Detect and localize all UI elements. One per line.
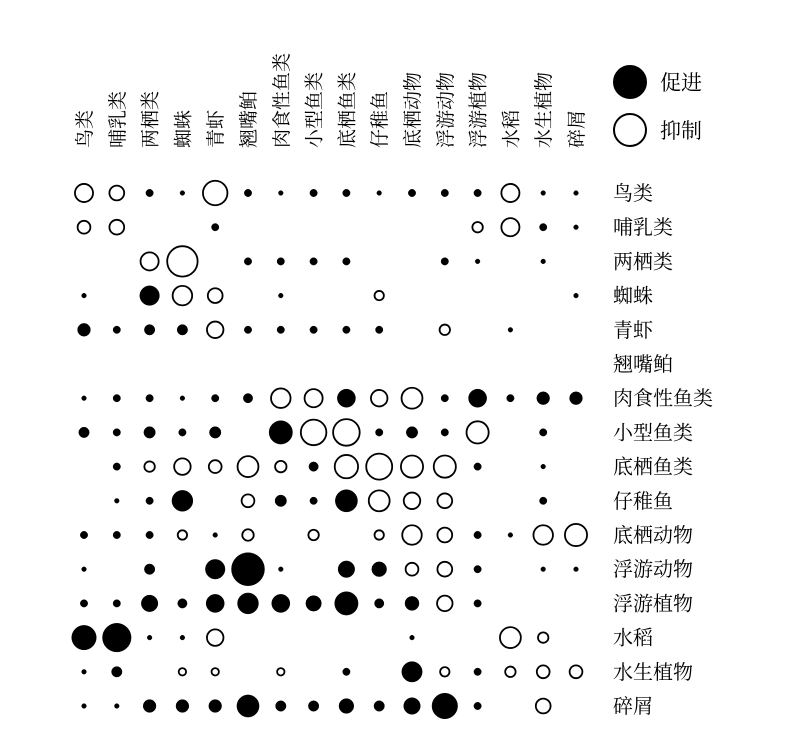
bubble-promote <box>244 326 251 333</box>
bubble-promote <box>113 531 120 538</box>
bubble-promote <box>269 421 292 444</box>
bubble-inhibit <box>366 454 392 480</box>
bubble-inhibit <box>301 420 327 446</box>
column-labels <box>74 53 588 148</box>
column-label: 青虾 <box>205 109 228 148</box>
column-label: 底栖动物 <box>402 71 424 148</box>
bubble-promote <box>277 258 284 265</box>
bubble-inhibit <box>207 322 224 339</box>
bubble-inhibit <box>375 291 384 300</box>
bubble-inhibit <box>501 218 519 236</box>
bubble-inhibit <box>109 186 124 201</box>
bubble-promote <box>238 593 259 614</box>
bubble-promote <box>80 531 87 538</box>
bubble-inhibit <box>78 221 91 234</box>
bubble-inhibit <box>401 456 423 478</box>
bubble-promote <box>209 700 222 713</box>
bubble-promote <box>140 286 160 306</box>
column-label: 蜘蛛 <box>172 109 195 148</box>
row-label: 翘嘴鲌 <box>613 352 673 376</box>
bubble-promote <box>205 559 225 579</box>
bubble-promote <box>541 567 546 572</box>
row-label: 底栖鱼类 <box>613 454 693 479</box>
bubble-inhibit <box>308 530 318 540</box>
bubble-inhibit <box>440 325 450 335</box>
column-label: 浮游植物 <box>467 71 490 148</box>
bubble-promote <box>310 189 317 196</box>
row-label: 浮游动物 <box>613 557 693 582</box>
bubble-inhibit <box>406 563 419 576</box>
column-label: 翘嘴鲌 <box>238 90 260 148</box>
bubble-promote <box>275 495 286 506</box>
bubble-promote <box>213 533 218 538</box>
bubble-promote <box>309 462 318 471</box>
bubble-inhibit <box>277 668 284 675</box>
bubble-promote <box>177 325 187 335</box>
row-label: 浮游植物 <box>613 591 693 616</box>
column-label: 两栖类 <box>139 90 162 148</box>
bubble-inhibit <box>371 390 388 407</box>
bubble-promote <box>103 623 132 652</box>
bubble-promote <box>146 497 153 504</box>
bubble-promote <box>343 189 350 196</box>
bubble-promote <box>72 625 96 649</box>
bubble-promote <box>144 564 154 574</box>
bubble-promote <box>113 600 120 607</box>
bubble-promote <box>570 392 583 405</box>
bubble-promote <box>474 668 481 675</box>
bubble-inhibit <box>179 668 186 675</box>
bubble-promote <box>405 596 419 610</box>
bubble-promote <box>79 427 89 437</box>
bubble-promote <box>112 667 122 677</box>
bubble-promote <box>537 392 550 405</box>
bubble-inhibit <box>404 493 421 510</box>
bubble-inhibit <box>208 288 223 303</box>
bubble-promote <box>574 567 579 572</box>
bubble-promote <box>540 497 547 504</box>
bubble-inhibit <box>212 668 219 675</box>
bubble-promote <box>541 464 546 469</box>
bubble-inhibit <box>437 528 452 543</box>
bubble-promote <box>474 702 481 709</box>
bubble-inhibit <box>501 184 519 202</box>
bubble-promote <box>278 567 283 572</box>
bubble-inhibit <box>505 667 515 677</box>
bubble-inhibit <box>271 388 291 408</box>
row-labels <box>613 181 713 718</box>
bubble-promote <box>372 562 387 577</box>
bubble-inhibit <box>275 461 286 472</box>
bubble-promote <box>406 427 417 438</box>
bubble-promote <box>375 599 384 608</box>
column-label: 浮游动物 <box>434 71 457 148</box>
column-label: 仔稚鱼 <box>369 90 392 148</box>
bubble-inhibit <box>207 629 224 646</box>
bubble-promote <box>180 635 185 640</box>
bubble-inhibit <box>440 667 449 676</box>
bubble-inhibit <box>375 530 384 539</box>
bubble-inhibit <box>402 388 423 409</box>
bubble-inhibit <box>178 530 187 539</box>
bubble-inhibit <box>335 455 358 478</box>
row-label: 蜘蛛 <box>613 283 653 308</box>
bubble-promote <box>114 498 119 503</box>
bubble-inhibit <box>174 458 191 475</box>
bubble-promote <box>339 699 354 714</box>
bubble-inhibit <box>437 562 452 577</box>
row-label: 碎屑 <box>613 694 653 718</box>
bubble-inhibit <box>536 699 551 714</box>
bubble-promote <box>310 497 317 504</box>
bubble-promote <box>508 327 513 332</box>
bubble-inhibit <box>209 460 222 473</box>
bubble-promote <box>343 258 350 265</box>
bubble-promote <box>474 189 481 196</box>
bubble-promote <box>374 701 384 711</box>
bubble-inhibit <box>305 389 323 407</box>
bubble-promote <box>113 326 120 333</box>
bubble-promote <box>212 395 219 402</box>
row-label: 小型鱼类 <box>613 420 693 445</box>
bubble-promote <box>408 189 415 196</box>
row-label: 青虾 <box>613 317 653 342</box>
bubble-inhibit <box>167 246 197 276</box>
bubble-promote <box>82 396 87 401</box>
bubble-promote <box>244 258 251 265</box>
bubble-grid <box>72 181 587 719</box>
bubble-promote <box>335 592 358 615</box>
bubble-promote <box>541 259 546 264</box>
bubble-promote <box>82 704 87 709</box>
bubble-promote <box>113 395 120 402</box>
bubble-inhibit <box>109 220 124 235</box>
bubble-promote <box>432 693 458 719</box>
legend-label: 抑制 <box>660 119 702 143</box>
column-label: 小型鱼类 <box>303 71 326 148</box>
row-label: 哺乳类 <box>613 215 673 240</box>
bubble-inhibit <box>242 494 255 507</box>
row-label: 两栖类 <box>613 249 673 274</box>
bubble-promote <box>146 189 153 196</box>
bubble-promote <box>144 427 155 438</box>
bubble-promote <box>243 394 252 403</box>
bubble-promote <box>176 700 189 713</box>
bubble-promote <box>278 191 283 196</box>
bubble-promote <box>310 258 317 265</box>
bubble-promote <box>474 600 481 607</box>
bubble-promote <box>82 567 87 572</box>
column-label: 水稻 <box>500 109 523 148</box>
bubble-promote <box>474 566 481 573</box>
bubble-inhibit <box>369 490 390 511</box>
column-label: 水生植物 <box>533 71 556 148</box>
bubble-promote <box>277 326 284 333</box>
bubble-inhibit <box>570 665 583 678</box>
bubble-promote <box>80 600 87 607</box>
bubble-promote <box>178 599 187 608</box>
bubble-inhibit <box>437 596 452 611</box>
bubble-promote <box>574 293 579 298</box>
bubble-inhibit <box>500 627 521 648</box>
bubble-inhibit <box>537 665 550 678</box>
bubble-inhibit <box>402 525 422 545</box>
bubble-promote <box>376 326 383 333</box>
legend-inhibit-marker <box>614 114 646 146</box>
bubble-promote <box>474 531 481 538</box>
bubble-inhibit <box>141 252 159 270</box>
legend-promote-marker <box>614 66 646 98</box>
bubble-promote <box>146 531 153 538</box>
bubble-promote <box>278 293 283 298</box>
bubble-inhibit <box>538 632 548 642</box>
row-label: 水稻 <box>613 625 653 650</box>
column-label: 鸟类 <box>74 109 96 148</box>
bubble-promote <box>540 224 547 231</box>
bubble-inhibit <box>467 421 489 443</box>
bubble-promote <box>180 396 185 401</box>
bubble-promote <box>377 191 382 196</box>
column-label: 哺乳类 <box>106 90 129 148</box>
legend <box>614 66 702 146</box>
bubble-promote <box>410 635 415 640</box>
bubble-promote <box>404 698 421 715</box>
bubble-inhibit <box>75 184 93 202</box>
bubble-promote <box>306 596 321 611</box>
bubble-promote <box>441 395 448 402</box>
bubble-promote <box>469 389 487 407</box>
bubble-inhibit <box>238 456 259 477</box>
bubble-promote <box>574 225 579 230</box>
bubble-promote <box>402 662 422 682</box>
bubble-promote <box>541 191 546 196</box>
row-label: 水生植物 <box>613 659 693 684</box>
bubble-promote <box>335 490 357 512</box>
bubble-promote <box>310 326 317 333</box>
bubble-promote <box>232 553 265 586</box>
bubble-promote <box>276 701 286 711</box>
bubble-promote <box>475 259 480 264</box>
bubble-inhibit <box>173 286 193 306</box>
column-label: 底栖鱼类 <box>336 71 359 148</box>
bubble-promote <box>113 463 120 470</box>
column-label: 肉食性鱼类 <box>270 52 293 148</box>
bubble-promote <box>147 635 152 640</box>
bubble-promote <box>212 224 219 231</box>
bubble-inhibit <box>437 493 452 508</box>
bubble-promote <box>206 594 224 612</box>
bubble-inhibit <box>203 181 227 205</box>
bubble-inhibit <box>565 524 587 546</box>
bubble-promote <box>337 389 355 407</box>
bubble-promote <box>508 533 513 538</box>
bubble-promote <box>343 326 350 333</box>
row-label: 鸟类 <box>613 181 653 205</box>
bubble-promote <box>146 395 153 402</box>
bubble-inhibit <box>242 529 253 540</box>
bubble-promote <box>114 704 119 709</box>
bubble-inhibit <box>472 222 482 232</box>
bubble-promote <box>343 668 350 675</box>
bubble-promote <box>179 429 186 436</box>
bubble-promote <box>338 561 355 578</box>
bubble-promote <box>376 429 383 436</box>
bubble-promote <box>244 189 251 196</box>
bubble-promote <box>143 700 156 713</box>
bubble-promote <box>237 695 259 717</box>
bubble-promote <box>180 191 185 196</box>
bubble-promote <box>272 594 290 612</box>
bubble-promote <box>540 429 547 436</box>
row-label: 肉食性鱼类 <box>613 386 713 411</box>
bubble-promote <box>441 189 448 196</box>
bubble-inhibit <box>333 419 360 446</box>
bubble-promote <box>441 429 448 436</box>
row-label: 仔稚鱼 <box>613 488 673 513</box>
bubble-promote <box>82 293 87 298</box>
bubble-promote <box>78 323 91 336</box>
bubble-promote <box>507 395 514 402</box>
bubble-promote <box>574 191 579 196</box>
bubble-inhibit <box>434 456 456 478</box>
bubble-promote <box>474 463 481 470</box>
bubble-promote <box>141 595 158 612</box>
bubble-inhibit <box>533 525 553 545</box>
legend-label: 促进 <box>660 71 702 95</box>
bubble-promote <box>209 427 220 438</box>
bubble-promote <box>441 258 448 265</box>
bubble-promote <box>82 669 87 674</box>
bubble-inhibit <box>144 461 154 471</box>
bubble-promote <box>172 490 193 511</box>
bubble-promote <box>144 325 154 335</box>
row-label: 底栖动物 <box>613 523 693 547</box>
bubble-promote <box>308 701 318 711</box>
column-label: 碎屑 <box>566 109 588 148</box>
bubble-promote <box>113 429 120 436</box>
